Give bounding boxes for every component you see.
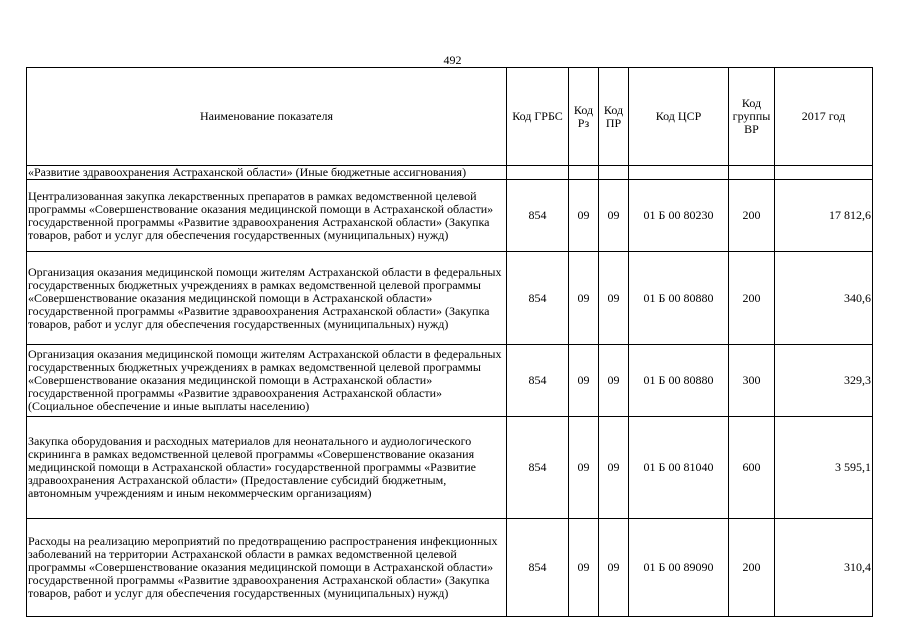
row-amount: 329,3 [775,345,873,417]
header-name: Наименование показателя [27,68,507,166]
row-amount: 3 595,1 [775,417,873,519]
table-header-row [27,68,873,166]
row-rz: 09 [569,519,599,617]
row-csr [629,166,729,180]
row-amount: 17 812,6 [775,180,873,252]
row-grbs: 854 [507,252,569,345]
budget-table [26,67,873,617]
header-csr: Код ЦСР [629,68,729,166]
row-grbs [507,166,569,180]
table-row [27,252,873,345]
row-pr: 09 [599,519,629,617]
header-grbs: Код ГРБС [507,68,569,166]
row-vr [729,166,775,180]
row-rz: 09 [569,252,599,345]
table-row [27,417,873,519]
page-number: 492 [443,53,462,67]
row-rz: 09 [569,417,599,519]
table-row [27,166,873,180]
row-csr: 01 Б 00 80230 [629,180,729,252]
row-name: Расходы на реализацию мероприятий по предотвращению распространения инфекционных заболеваний на территории Астраханской области в рамках ведомственной целевой программы «Совершенствование оказания медицинской помощи в Астраханской области» государственной программы «Развитие здравоохранения Астраханской области» (Закупка товаров, работ и услуг для обеспечения государственных (муниципальных) нужд) [27,519,507,617]
header-vr: Код группы ВР [729,68,775,166]
row-csr: 01 Б 00 80880 [629,345,729,417]
row-vr: 200 [729,252,775,345]
header-pr: Код ПР [599,68,629,166]
row-grbs: 854 [507,345,569,417]
header-year: 2017 год [775,68,873,166]
row-vr: 600 [729,417,775,519]
row-name: Организация оказания медицинской помощи жителям Астраханской области в федеральных государственных бюджетных учреждениях в рамках ведомственной целевой программы «Совершенствование оказания медицинской помощи в Астраханской области» государственной программы «Развитие здравоохранения Астраханской области» (Закупка товаров, работ и услуг для обеспечения государственных (муниципальных) нужд) [27,252,507,345]
row-vr: 200 [729,180,775,252]
header-rz: Код Рз [569,68,599,166]
row-csr: 01 Б 00 80880 [629,252,729,345]
row-grbs: 854 [507,417,569,519]
row-amount: 310,4 [775,519,873,617]
row-rz: 09 [569,345,599,417]
row-name: «Развитие здравоохранения Астраханской области» (Иные бюджетные ассигнования) [27,166,507,180]
table-row [27,345,873,417]
table-row [27,180,873,252]
row-name: Централизованная закупка лекарственных препаратов в рамках ведомственной целевой программы «Совершенствование оказания медицинской помощи в Астраханской области» государственной программы «Развитие здравоохранения Астраханской области» (Закупка товаров, работ и услуг для обеспечения государственных (муниципальных) нужд) [27,180,507,252]
row-rz [569,166,599,180]
row-name: Организация оказания медицинской помощи жителям Астраханской области в федеральных государственных бюджетных учреждениях в рамках ведомственной целевой программы «Совершенствование оказания медицинской помощи в Астраханской области» государственной программы «Развитие здравоохранения Астраханской области» (Социальное обеспечение и иные выплаты населению) [27,345,507,417]
row-grbs: 854 [507,180,569,252]
row-amount: 340,6 [775,252,873,345]
row-pr: 09 [599,252,629,345]
row-amount [775,166,873,180]
row-csr: 01 Б 00 81040 [629,417,729,519]
row-grbs: 854 [507,519,569,617]
row-rz: 09 [569,180,599,252]
row-pr [599,166,629,180]
row-name: Закупка оборудования и расходных материалов для неонатального и аудиологического скрининга в рамках ведомственной целевой программы «Совершенствование оказания медицинской помощи в Астраханской области» государственной программы «Развитие здравоохранения Астраханской области» (Предоставление субсидий бюджетным, автономным учреждениям и иным некоммерческим организациям) [27,417,507,519]
row-pr: 09 [599,180,629,252]
row-pr: 09 [599,417,629,519]
row-csr: 01 Б 00 89090 [629,519,729,617]
table-row [27,519,873,617]
row-vr: 300 [729,345,775,417]
row-pr: 09 [599,345,629,417]
row-vr: 200 [729,519,775,617]
